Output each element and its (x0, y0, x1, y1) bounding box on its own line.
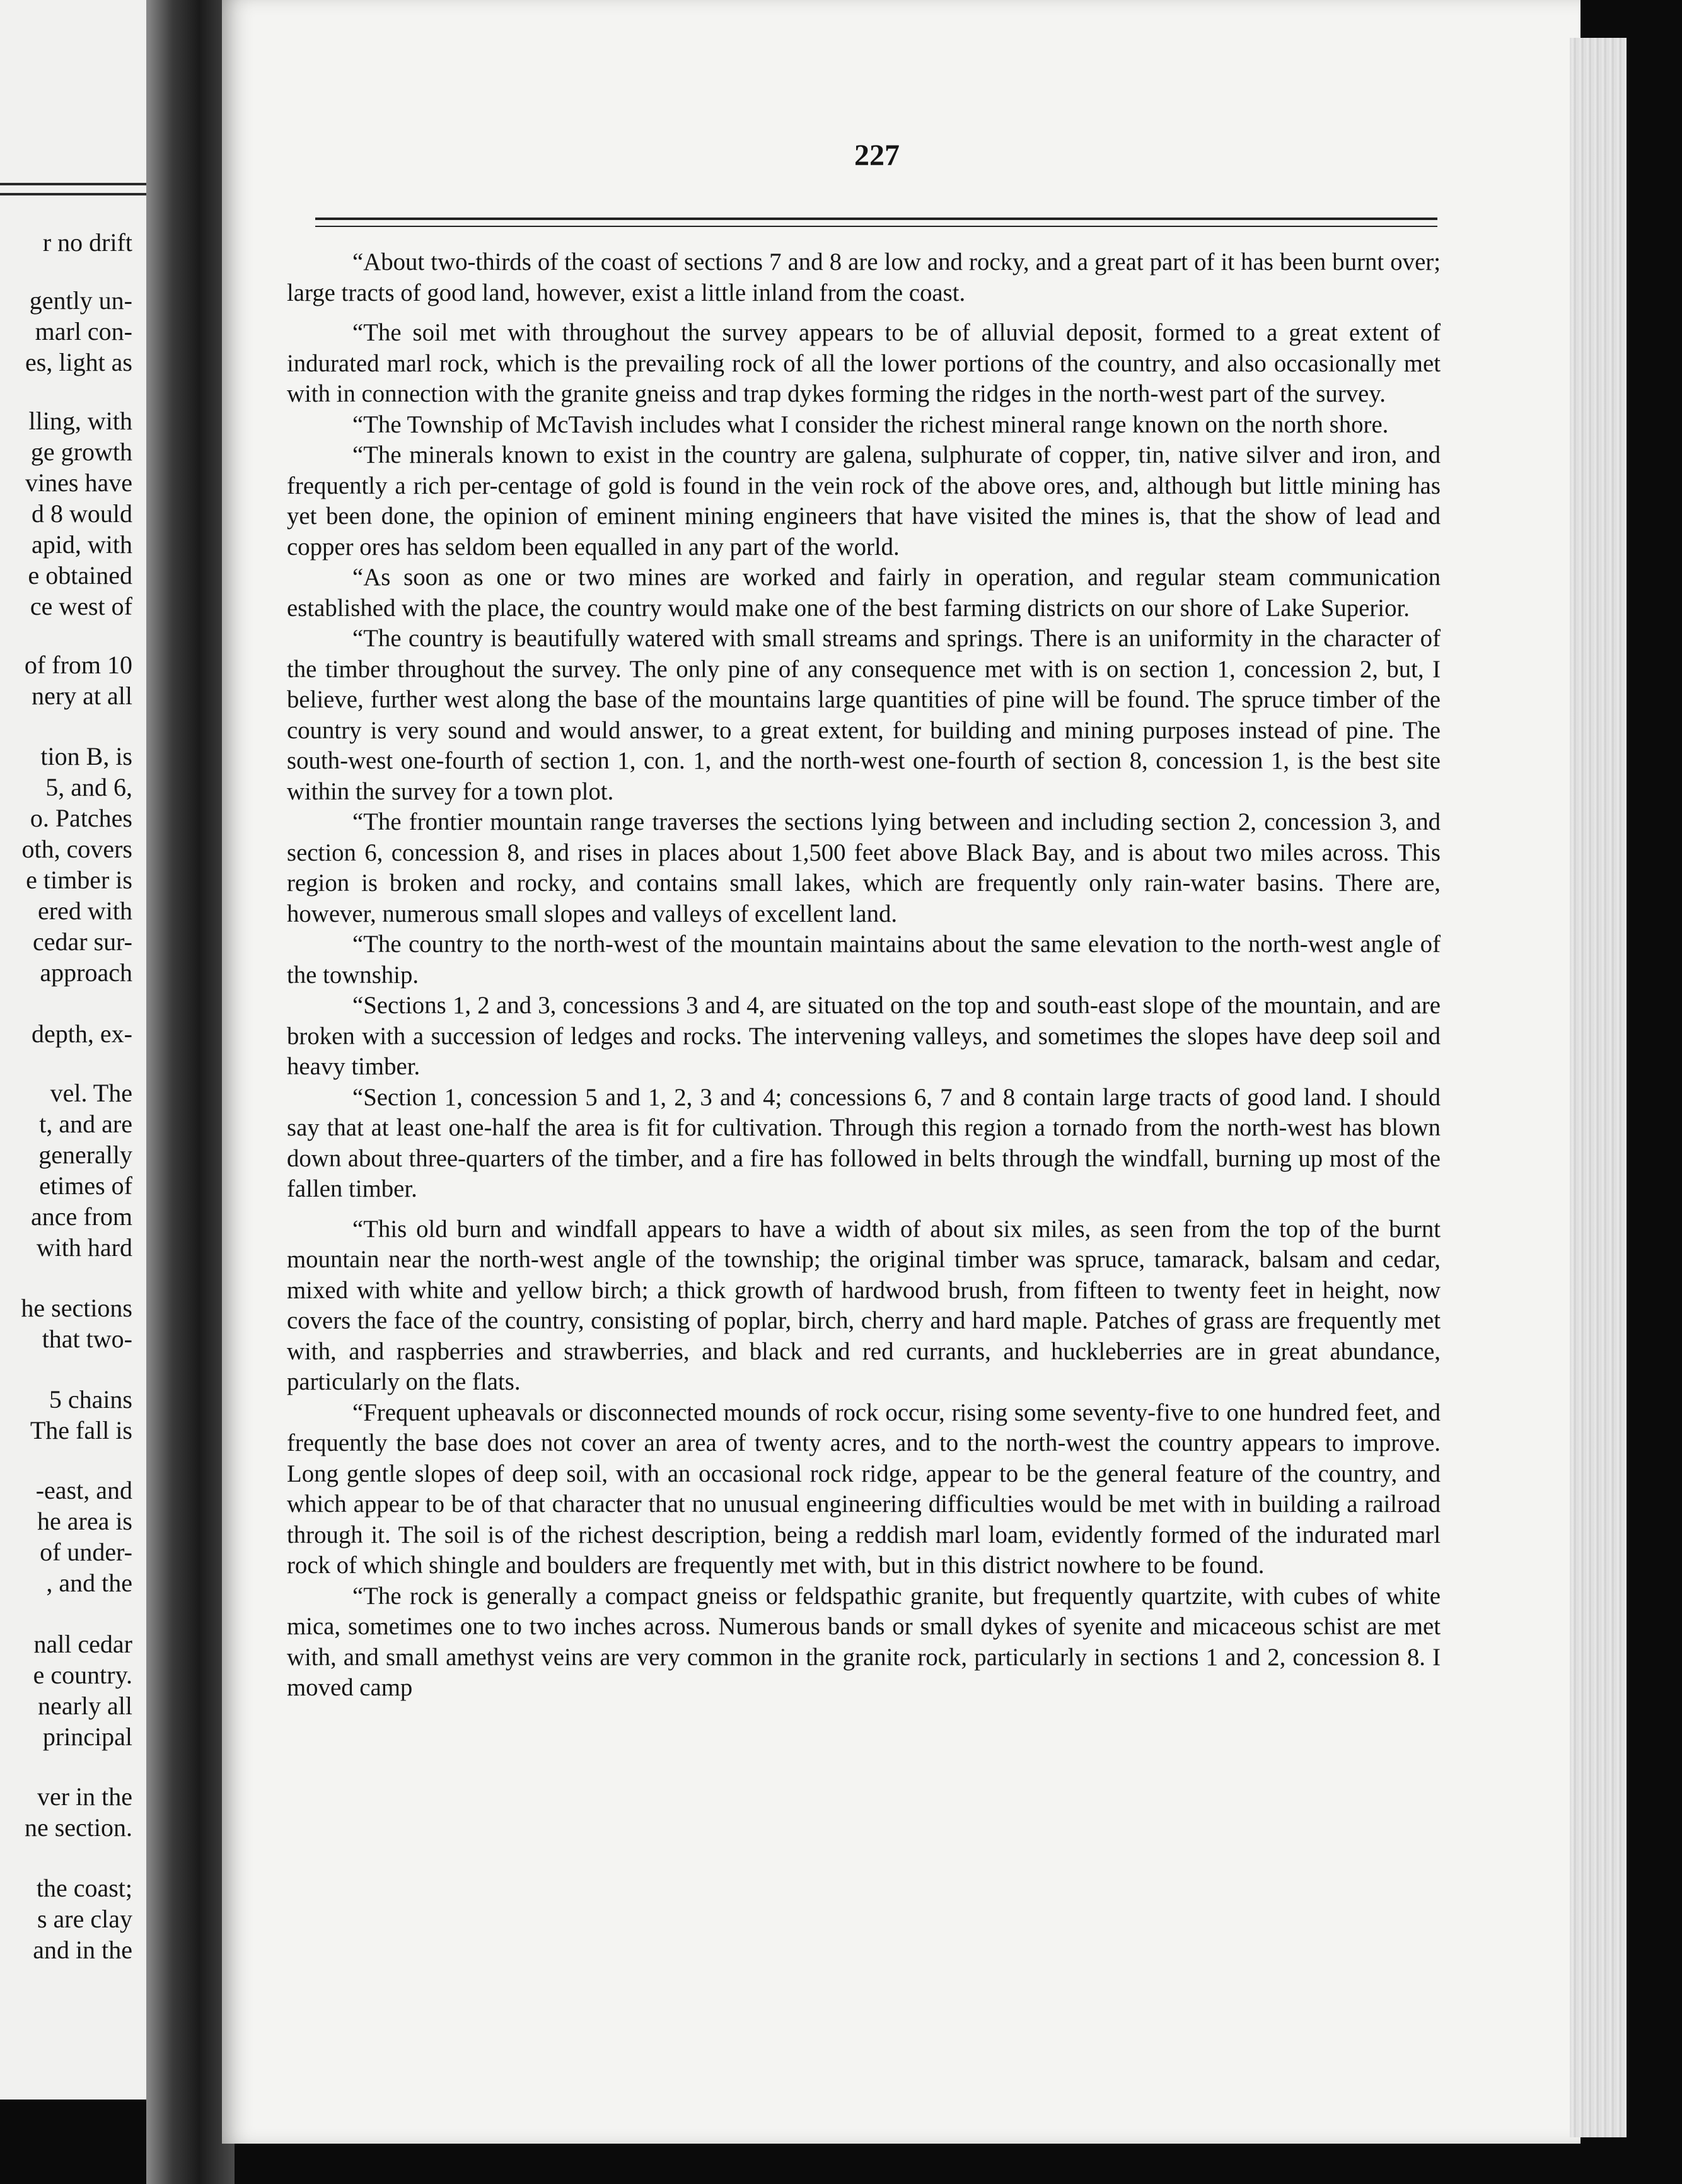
paragraph: “Sections 1, 2 and 3, concessions 3 and 4, are situated on the top and south-east slope of the mountain, and are broken with a succession of ledges and rocks. The intervening valleys, and sometimes the slopes have deep soil and heavy timber. (287, 992, 1441, 1080)
left-page-line: nery at all (32, 682, 132, 710)
left-page-line: oth, covers (21, 835, 132, 863)
left-page-line: e timber is (26, 866, 132, 894)
left-page-line: 5, and 6, (45, 773, 132, 801)
left-page-line: approach (40, 958, 132, 987)
left-page-line: e obtained (28, 561, 132, 590)
left-page-line: lling, with (28, 407, 132, 435)
left-page-line: d 8 would (32, 499, 132, 528)
left-page-line: ge growth (30, 438, 132, 466)
left-page-line: gently un- (29, 286, 132, 315)
paragraph: “The Township of McTavish includes what I consider the richest mineral range known on the north shore. (352, 410, 1389, 438)
left-page-line: ce west of (30, 592, 132, 620)
left-page-line: o. Patches (30, 804, 132, 832)
paragraph: “Frequent upheavals or disconnected mounds of rock occur, rising some seventy-five to one hundred feet, and frequently the base does not cover an area of twenty acres, and to the north-west the country appears to improve. Long gentle slopes of deep soil, with an occasional rock ridge, appear to be the general feature of the country, and which appear to be of that character that no unusual engineering difficulties would be met with in building a railroad through it. The soil is of the richest description, being a reddish marl loam, evidently formed of the indurated marl rock of which shingle and boulders are frequently met with, but in this district nowhere to be found. (287, 1398, 1441, 1579)
left-page-line: 5 chains (49, 1385, 132, 1414)
left-page-line: -east, and (35, 1476, 132, 1504)
left-page-line: t, and are (39, 1110, 132, 1138)
left-page-line: ered with (38, 897, 132, 925)
left-page-line: , and the (46, 1569, 132, 1597)
paragraph: “The frontier mountain range traverses the sections lying between and including section 2, concession 3, and section 6, concession 8, and rises in places about 1,500 feet above Black Bay, and is about two miles across. This region is broken and rocky, and contains small lakes, which are frequently only rain-water basins. There are, however, numerous small slopes and valleys of excellent land. (287, 808, 1441, 927)
left-page-line: vel. The (50, 1079, 132, 1107)
left-page-line: ver in the (37, 1782, 132, 1811)
left-page-line: nall cedar (33, 1630, 132, 1658)
left-page-line: s are clay (37, 1905, 132, 1933)
paragraph: “The rock is generally a compact gneiss or feldspathic granite, but frequently quartzite, with cubes of white mica, sometimes one to two inches across. Numerous bands or small dykes of syenite and micaceous schist are met with, and small amethyst veins are very common in the granite rock, particularly in sections 1 and 2, concession 8. I moved camp (287, 1582, 1441, 1701)
left-page-line: with hard (36, 1233, 132, 1262)
book-gutter (146, 0, 235, 2184)
paragraph: “This old burn and windfall appears to have a width of about six miles, as seen from the top of the burnt mountain near the north-west angle of the township; the original timber was spruce, tamarack, balsam and cedar, mixed with white and yellow birch; a thick growth of hardwood brush, from fifteen to twenty feet in height, now covers the face of the country, consisting of poplar, birch, cherry and hard maple. Patches of grass are frequently met with, and raspberries and strawberries, and black and red currants, and huckleberries are in great abundance, particularly on the flats. (287, 1215, 1441, 1395)
paragraph: “The soil met with throughout the survey appears to be of alluvial deposit, formed to a great extent of indurated marl rock, which is the prevailing rock of all the lower portions of the country, and also occasionally met with in connection with the granite gneiss and trap dykes forming the ridges in the north-west part of the survey. (287, 319, 1441, 407)
page-edges (1570, 38, 1627, 2137)
left-facing-page (0, 0, 146, 2100)
left-page-line: marl con- (35, 317, 132, 346)
left-page-line: the coast; (36, 1874, 132, 1902)
left-page-line: ance from (30, 1202, 132, 1231)
left-page-line: e country. (33, 1661, 132, 1689)
left-page-line: that two- (42, 1325, 132, 1353)
left-page-line: apid, with (32, 530, 132, 559)
left-page-line: depth, ex- (32, 1019, 132, 1048)
left-page-line: cedar sur- (33, 927, 132, 956)
page-number: 227 (854, 139, 900, 172)
left-page-line: r no drift (42, 228, 132, 257)
left-page-line: ne section. (24, 1813, 132, 1842)
paragraph: “About two-thirds of the coast of sections 7 and 8 are low and rocky, and a great part of it has been burnt over; large tracts of good land, however, exist a little inland from the coast. (287, 248, 1441, 306)
paragraph: “As soon as one or two mines are worked and fairly in operation, and regular steam communication established with the place, the country would make one of the best farming districts on our shore of Lake Superior. (287, 564, 1441, 622)
left-page-line: tion B, is (40, 742, 132, 770)
header-rule-thin (315, 226, 1437, 227)
left-page-line: etimes of (39, 1171, 132, 1200)
left-page-line: The fall is (30, 1416, 132, 1444)
paragraph: “The country to the north-west of the mountain maintains about the same elevation to the north-west angle of the township. (287, 931, 1441, 989)
left-page-rules (0, 183, 146, 203)
left-page-line: principal (42, 1722, 132, 1751)
header-rule (315, 218, 1437, 220)
left-page-line: vines have (25, 468, 132, 497)
paragraph: “Section 1, concession 5 and 1, 2, 3 and 4; concessions 6, 7 and 8 contain large tracts of good land. I should say that at least one-half the area is fit for cultivation. Through this region a tornado from the north-west has blown down about three-quarters of the timber, and a fire has followed in belts through the windfall, burning up most of the fallen timber. (287, 1083, 1441, 1202)
left-page-line: of from 10 (24, 651, 132, 679)
left-page-line: es, light as (25, 348, 132, 376)
left-page-line: and in the (33, 1936, 132, 1964)
paragraph: “The minerals known to exist in the country are galena, sulphurate of copper, tin, native silver and iron, and frequently a rich per-centage of gold is found in the vein rock of the above ores, and, although but little mining has yet been done, the opinion of eminent mining engineers that have visited the mines is, that the show of lead and copper ores has seldom been equalled in any part of the world. (287, 441, 1441, 561)
left-page-line: he sections (21, 1294, 132, 1322)
left-page-line: nearly all (38, 1692, 132, 1720)
left-page-line: he area is (37, 1507, 132, 1535)
left-page-line: generally (38, 1141, 132, 1169)
left-page-line: of under- (40, 1538, 132, 1566)
paragraph: “The country is beautifully watered with small streams and springs. There is an uniformity in the character of the timber throughout the survey. The only pine of any consequence met with is on section 1, concession 2, but, I believe, further west along the base of the mountains large quantities of pine will be found. The spruce timber of the country is very sound and would answer, to a great extent, for building and mining purposes instead of pine. The south-west one-fourth of section 1, con. 1, and the north-west one-fourth of section 8, concession 1, is the best site within the survey for a town plot. (287, 625, 1441, 805)
body-text (287, 247, 1441, 1704)
